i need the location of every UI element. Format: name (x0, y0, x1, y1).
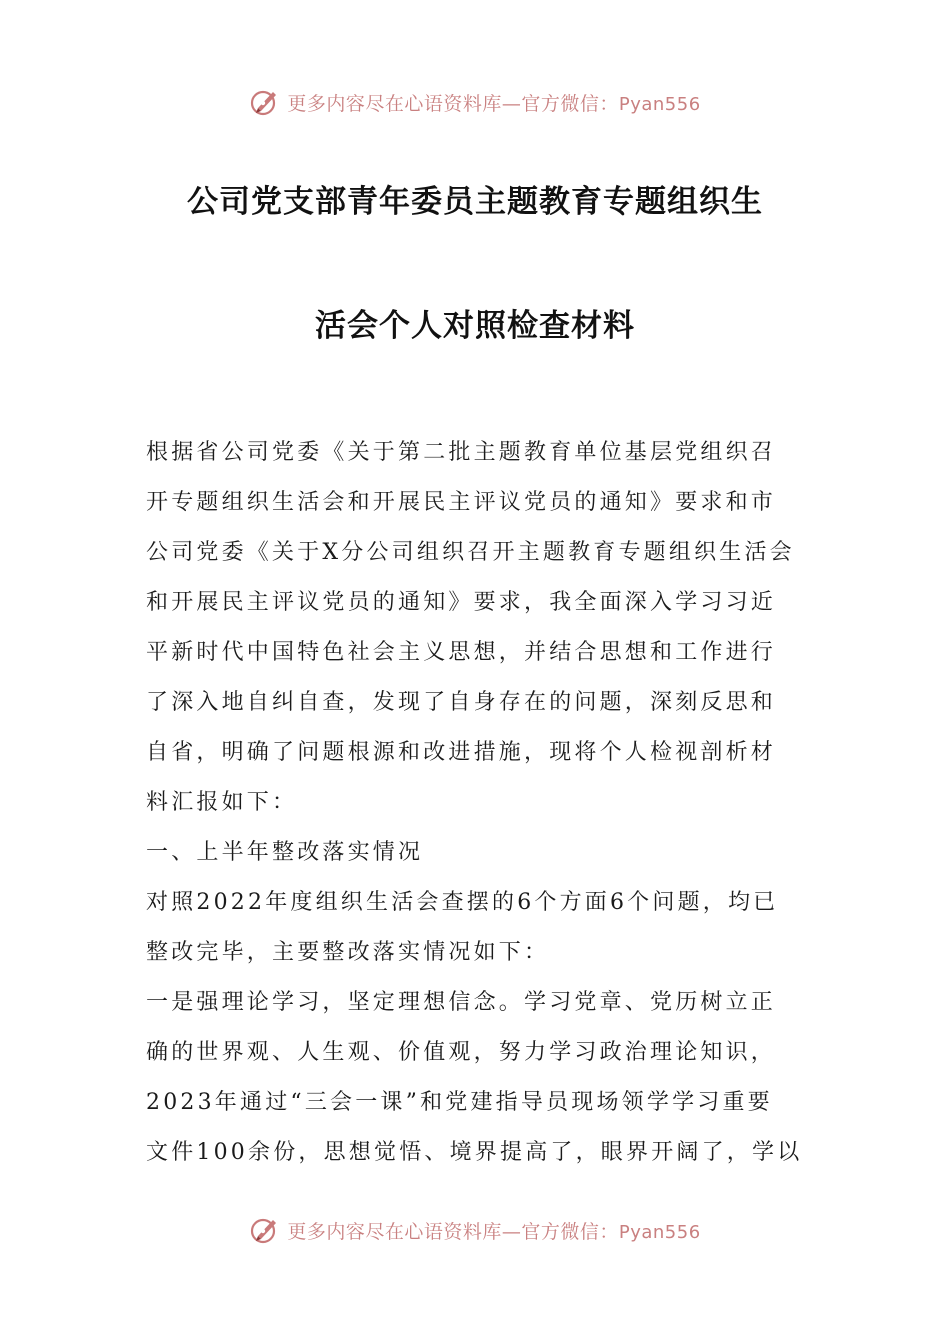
header-watermark (0, 82, 950, 122)
body-line: 平新时代中国特色社会主义思想，并结合思想和工作进行 (146, 640, 777, 665)
body-line: 了深入地自纠自查，发现了自身存在的问题，深刻反思和 (146, 690, 777, 715)
body-line: 开专题组织生活会和开展民主评议党员的通知》要求和市 (146, 490, 777, 515)
body-line: 料汇报如下： (146, 790, 298, 815)
body-line: 文件100余份，思想觉悟、境界提高了，眼界开阔了，学以 (146, 1140, 803, 1165)
body-line: 2023年通过“三会一课”和党建指导员现场领学学习重要 (146, 1090, 773, 1115)
body-line: 确的世界观、人生观、价值观，努力学习政治理论知识， (146, 1040, 777, 1065)
watermark-label: 更多内容尽在心语资料库—官方微信： (287, 1220, 619, 1243)
watermark-text (287, 89, 700, 116)
body-line: 对照2022年度组织生活会查摆的6个方面6个问题，均已 (146, 890, 779, 915)
body-line: 公司党委《关于X分公司组织召开主题教育专题组织生活会 (146, 540, 795, 565)
pen-logo-icon (249, 86, 281, 118)
watermark-label: 更多内容尽在心语资料库—官方微信： (287, 92, 619, 115)
watermark-text (287, 1217, 700, 1244)
body-line: 整改完毕，主要整改落实情况如下： (146, 940, 550, 965)
body-line: 自省，明确了问题根源和改进措施，现将个人检视剖析材 (146, 740, 777, 765)
document-title-line-2: 活会个人对照检查材料 (315, 308, 635, 344)
body-line: 一是强理论学习，坚定理想信念。学习党章、党历树立正 (146, 990, 777, 1015)
body-line: 和开展民主评议党员的通知》要求，我全面深入学习习近 (146, 590, 777, 615)
footer-watermark (0, 1210, 950, 1250)
watermark-wechat-id: Pyan556 (618, 93, 701, 115)
document-body (146, 428, 806, 1178)
document-title-line-1: 公司党支部青年委员主题教育专题组织生 (187, 184, 763, 220)
section-heading: 一、上半年整改落实情况 (146, 840, 424, 865)
body-line: 根据省公司党委《关于第二批主题教育单位基层党组织召 (146, 440, 777, 465)
pen-logo-icon (249, 1214, 281, 1246)
watermark-wechat-id: Pyan556 (618, 1221, 701, 1243)
